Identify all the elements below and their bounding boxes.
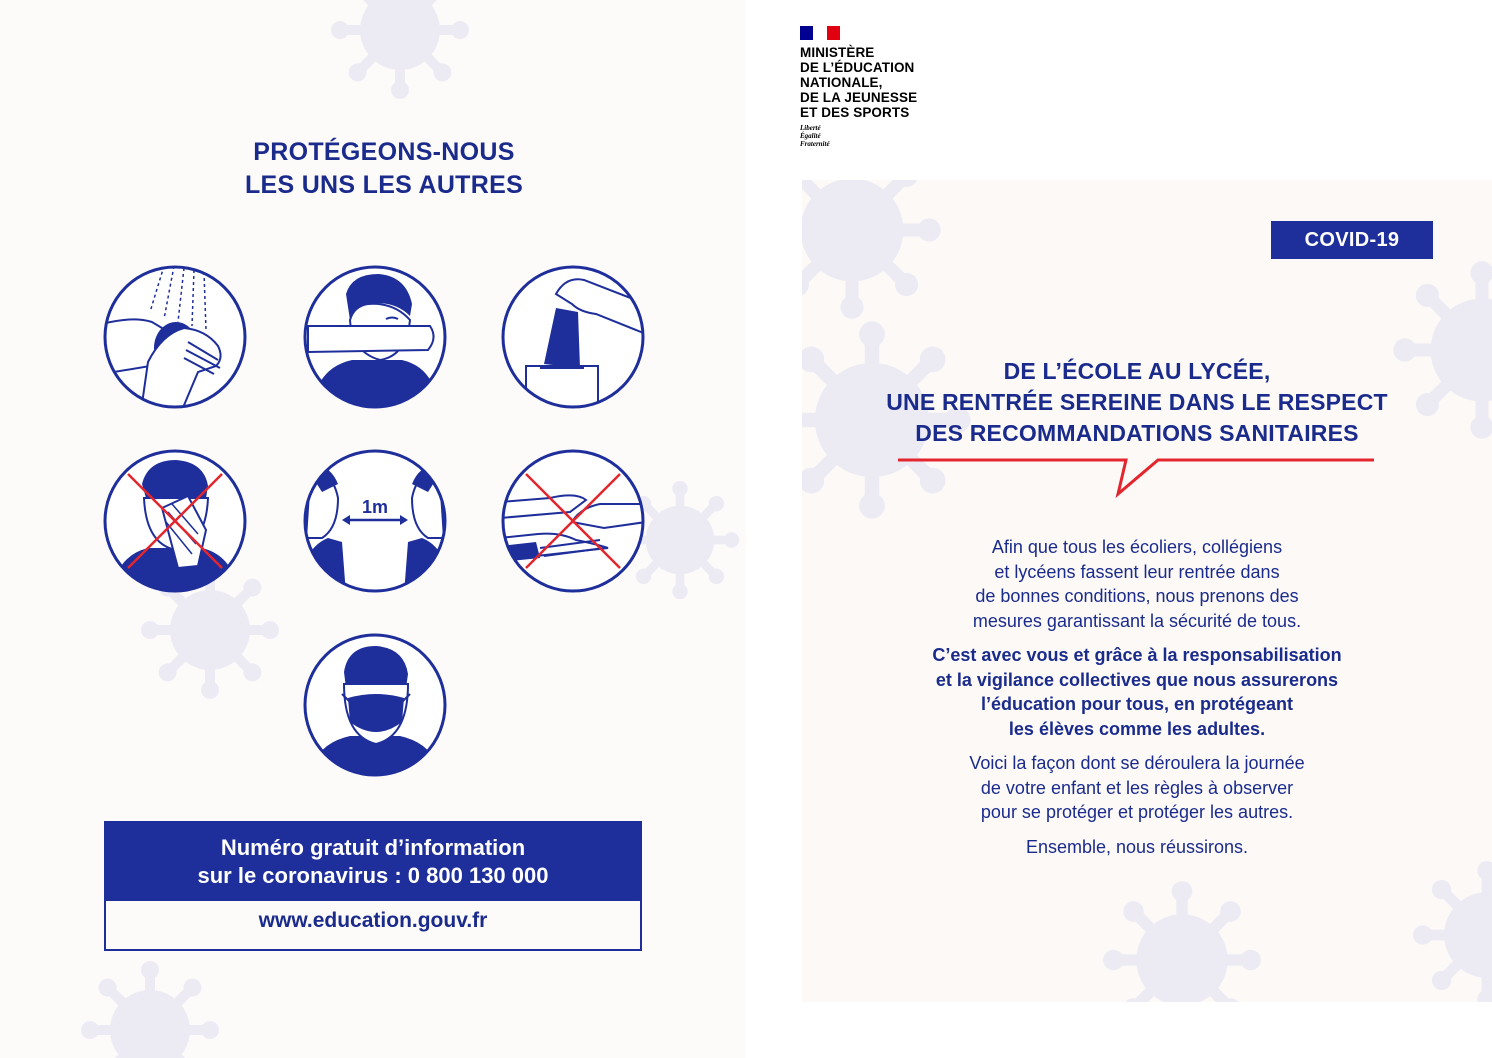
ministry-name: MINISTÈRE DE L’ÉDUCATION NATIONALE, DE LA JEUNESSE ET DES SPORTS (800, 45, 918, 120)
closing-paragraph: Ensemble, nous réussirons. (1025, 836, 1249, 857)
headline: DE L’ÉCOLE AU LYCÉE, UNE RENTRÉE SEREINE DANS LE RESPECT DES RECOMMANDATIONS SANITAIRES (886, 358, 1388, 446)
virus-decoration-icon (802, 180, 942, 320)
distance-label: 1m (361, 497, 389, 517)
body-text (882, 535, 1392, 869)
day-rules-paragraph: Voici la façon dont se déroulera la journée de votre enfant et les règles à observer pour se protéger et protéger les autres. (969, 753, 1305, 822)
french-flag-icon (800, 26, 840, 40)
content-card (802, 180, 1492, 1002)
no-face-touching-icon (102, 448, 248, 594)
disposable-tissue-icon (500, 264, 646, 410)
ministry-logo (800, 26, 917, 148)
no-handshake-icon (500, 448, 646, 594)
republic-motto: Liberté Égalité Fraternité (800, 124, 830, 148)
cough-in-elbow-icon (302, 264, 448, 410)
website-link[interactable]: www.education.gouv.fr (258, 909, 488, 932)
emphasis-paragraph: C’est avec vous et grâce à la responsabilisation et la vigilance collectives que nous assurerons l’éducation pour tous, en protégeant les élèves comme les adultes. (932, 645, 1342, 739)
right-page (746, 0, 1492, 1058)
wear-mask-icon (302, 632, 448, 778)
virus-decoration-icon (1412, 860, 1492, 1002)
page-title: PROTÉGEONS-NOUS LES UNS LES AUTRES (244, 138, 524, 199)
distance-1m-icon (302, 448, 448, 594)
covid-badge: COVID-19 (1271, 221, 1433, 259)
info-box (104, 821, 642, 951)
virus-decoration-icon (330, 0, 470, 100)
free-number-banner: Numéro gratuit d’information sur le coronavirus : 0 800 130 000 (106, 823, 640, 901)
virus-decoration-icon (1102, 880, 1262, 1002)
intro-paragraph: Afin que tous les écoliers, collégiens et lycéens fassent leur rentrée dans de bonnes conditions, nous prenons des mesures garantissant la sécurité de tous. (972, 537, 1302, 631)
speech-bubble-underline-icon (896, 454, 1378, 500)
hand-washing-icon (102, 264, 248, 410)
virus-decoration-icon (80, 960, 220, 1058)
